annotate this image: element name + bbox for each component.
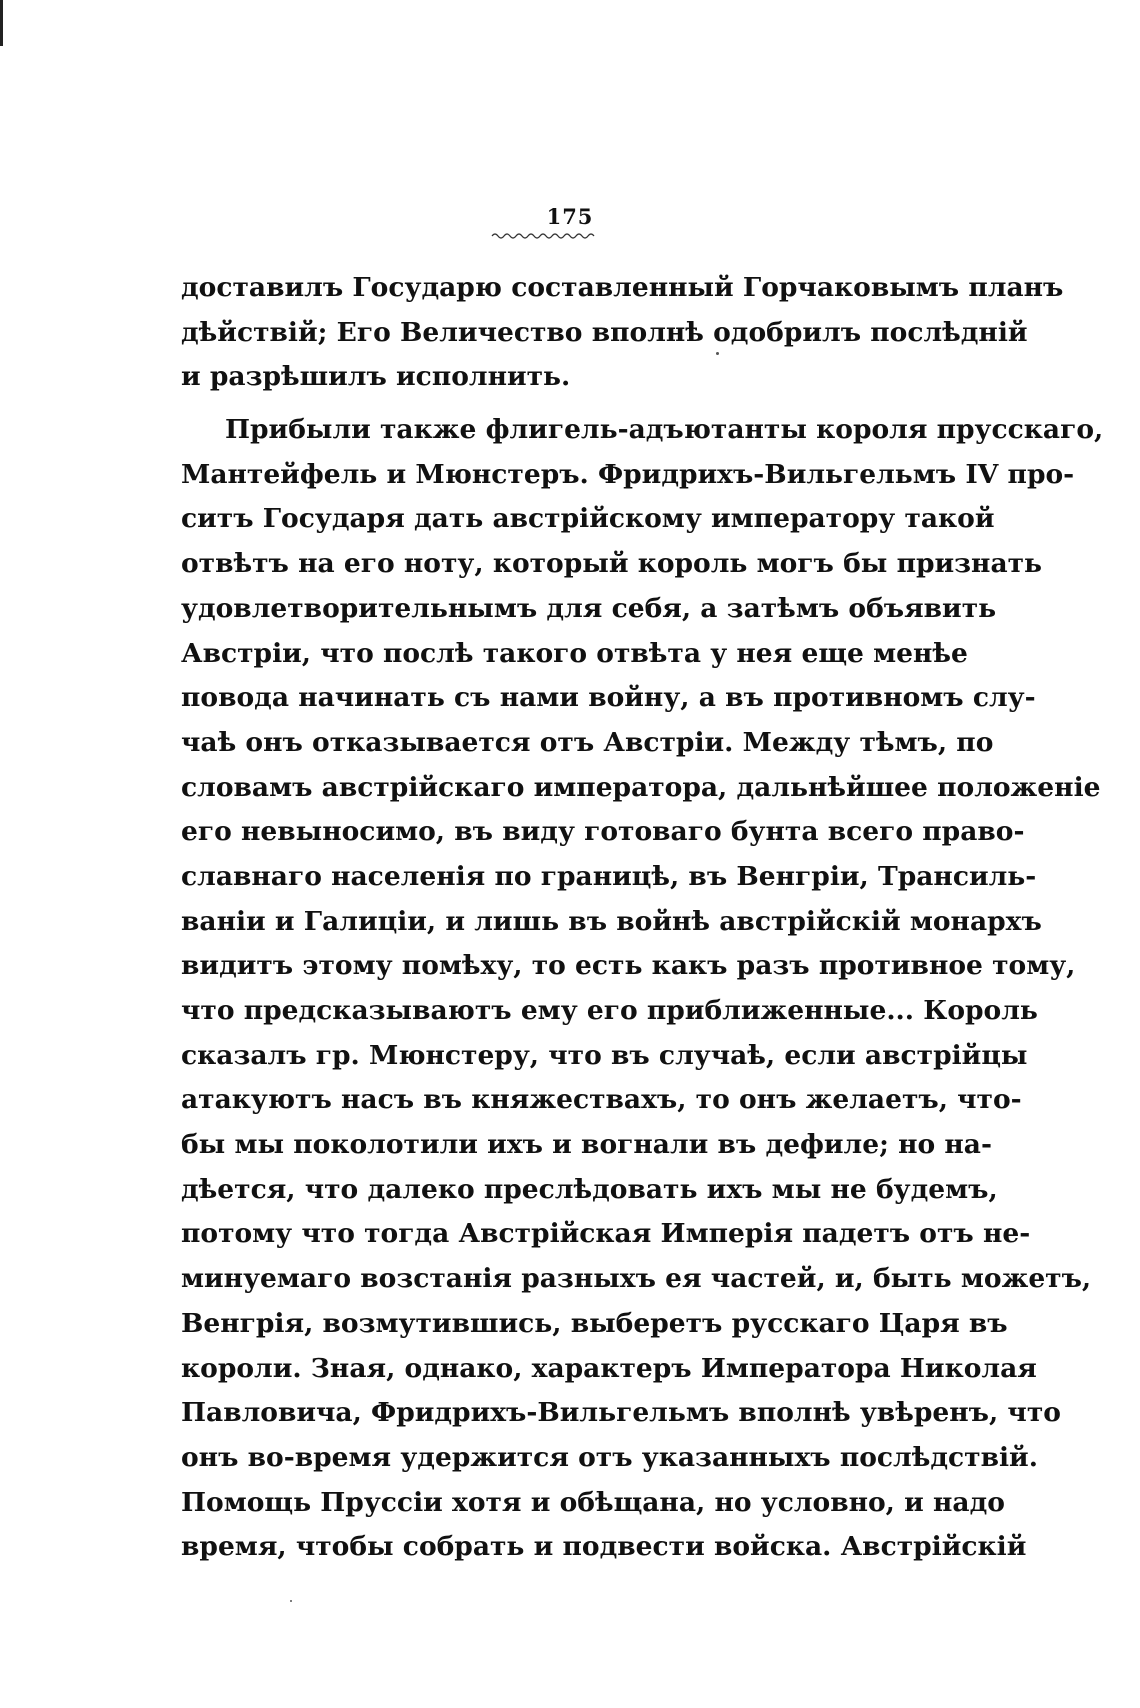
text-line: Прибыли также флигель-адъютанты короля прусскаго, xyxy=(225,414,1104,446)
print-speck xyxy=(290,1600,292,1602)
text-line: ситъ Государя дать австрійскому императору такой xyxy=(181,503,995,535)
text-line: его невыносимо, въ виду готоваго бунта всего право- xyxy=(181,816,1025,848)
text-line: Мантейфель и Мюнстеръ. Фридрихъ-Вильгельмъ IV про- xyxy=(181,458,1075,490)
text-line: и разрѣшилъ исполнить. xyxy=(181,361,571,393)
text-line: что предсказываютъ ему его приближенные... Король xyxy=(181,995,1038,1026)
text-line: сказалъ гр. Мюнстеру, что въ случаѣ, если австрійцы xyxy=(181,1039,1028,1071)
text-line: Венгрія, возмутившись, выберетъ русскаго Царя въ xyxy=(181,1307,1008,1339)
paragraph xyxy=(181,408,1104,1570)
text-line: Помощь Пруссіи хотя и обѣщана, но условно, и надо xyxy=(181,1486,1005,1518)
print-speck xyxy=(716,352,719,355)
text-line: Павловича, Фридрихъ-Вильгельмъ вполнѣ увѣренъ, что xyxy=(181,1397,1061,1429)
text-line: онъ во-время удержится отъ указанныхъ послѣдствій. xyxy=(181,1441,1038,1473)
text-line: словамъ австрійскаго императора, дальнѣйшее положеніе xyxy=(181,771,1101,803)
body-text xyxy=(181,266,1104,1570)
text-line: минуемаго возстанія разныхъ ея частей, и, быть можетъ, xyxy=(181,1263,1092,1295)
text-line: время, чтобы собрать и подвести войска. Австрійскій xyxy=(181,1531,1027,1563)
text-line: бы мы поколотили ихъ и вогнали въ дефиле; но на- xyxy=(181,1129,992,1161)
page-number-ornament-rule xyxy=(492,232,596,240)
text-line: видитъ этому помѣху, то есть какъ разъ противное тому, xyxy=(181,950,1076,982)
scan-edge-mark xyxy=(0,0,3,46)
page-number: 175 xyxy=(546,204,594,229)
text-line: доставилъ Государю составленный Горчаковымъ планъ xyxy=(181,272,1064,303)
text-line: потому что тогда Австрійская Имперія падетъ отъ не- xyxy=(181,1218,1031,1250)
text-line: повода начинать съ нами войну, а въ противномъ слу- xyxy=(181,682,1036,714)
text-line: удовлетворительнымъ для себя, а затѣмъ объявить xyxy=(181,592,997,624)
paragraph-gap xyxy=(181,400,897,408)
text-line: чаѣ онъ отказывается отъ Австріи. Между тѣмъ, по xyxy=(181,726,994,758)
text-line: короли. Зная, однако, характеръ Императора Николая xyxy=(181,1352,1037,1384)
paragraph xyxy=(181,266,1064,400)
text-line: ваніи и Галиціи, и лишь въ войнѣ австрійскій монархъ xyxy=(181,905,1042,937)
text-line: атакуютъ насъ въ княжествахъ, то онъ желаетъ, что- xyxy=(181,1084,1022,1116)
text-line: славнаго населенія по границѣ, въ Венгріи, Трансиль- xyxy=(181,860,1037,892)
text-line: дѣется, что далеко преслѣдовать ихъ мы не будемъ, xyxy=(181,1173,998,1205)
text-line: Австріи, что послѣ такого отвѣта у нея еще менѣе xyxy=(181,637,968,669)
text-line: дѣйствій; Его Величество вполнѣ одобрилъ послѣдній xyxy=(181,316,1028,348)
text-line: отвѣтъ на его ноту, который король могъ бы признать xyxy=(181,548,1043,580)
